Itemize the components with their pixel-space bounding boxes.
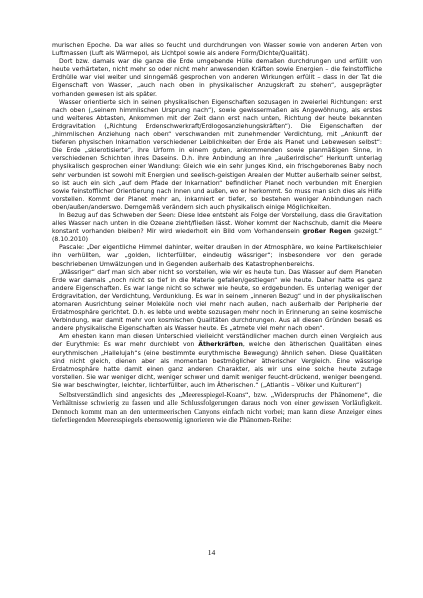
text-run: murischen Epoche. Da war alles so feucht und durchdrungen von Wasser sowie von anderen Arten von Luftmassen (Luft als Wärmepol, als Lichtpol sowie als andere Form/Dichte/Qualität). <box>52 42 382 58</box>
text-run: gezeigt.“ (8.10.2010) <box>52 228 382 244</box>
paragraph <box>52 58 382 98</box>
paragraph <box>52 212 382 244</box>
paragraph <box>52 42 382 58</box>
text-run: Am ehesten kann man diesen Unterschied vielleicht verständlicher machen durch einen Vergleich aus der Eurythmie: Es war mehr durchlebt von <box>52 333 382 349</box>
text-run: Wasser orientierte sich in seinen physikalischen Eigenschaften sozusagen in zweierlei Richtungen: erst nach oben („seinem himmlischen Ursprung nach“), sowie gewissermaßen als Angewöhnung, als erstes und weiteres Abtasten, Ankommen mit der Zeit dann erst nach unten, Richtung der heute bekannten Erdgravitation („Richtung Erdenschwerkraft/Erdlogosanziehungskräften“). Die Eigenschaften der „himmlischen Anziehung nach oben“ verschwanden mit zunehmender Verdichtung, mit „Ankunft der tieferen physischen Inkarnation verschiedener Leiblichkeiten der Erde als Planet und Lebewesen selbst“: Die Erde „sklerotisierte“, ihre Urform in einem guten, ankommenden sowie planmäßigen Sinne, in verschiedenen Schichten ihres Daseins. D.h. ihre Anbindung an ihre „außerirdische“ Herkunft unterlag physikalisch gesprochen einer Wandlung: Gleich wie ein sehr junges Kind, ein frischgeborenes Baby noch sehr verbunden ist sowohl mit Energien und seelisch-geistigen Arealen der Mutter außerhalb seiner selbst, so ist auch ein sich „auf dem Pfade der Inkarnation“ befindlicher Planet noch verbunden mit Energien sowie feinstofflicher Orientierung nach innen und außen, wo er herkommt. So muss man sich dies als Hilfe vorstellen. Kommt der Planet mehr an, inkarniert er tiefer, so bestehen weniger Anbindungen nach oben/außen/anderswo. Demgemäß verändern sich auch physikalisch einige Möglichkeiten. <box>52 98 382 211</box>
bold-text: großer Regen <box>302 228 352 236</box>
paragraph <box>52 269 382 334</box>
text-run: „Wässriger“ darf man sich aber nicht so vorstellen, wie wir es heute tun. Das Wasser auf dem Planeten Erde war damals „noch nicht so tief in die Materie gefallen/gestiegen“ wie heute. Daher hatte es ganz andere Eigenschaften. Es war lange nicht so schwer wie heute, so erdgebunden. Es unterlag weniger der Erdgravitation, der Verdichtung, Verdunklung. Es war in seinem „inneren Bezug“ und in der physikalischen atomaren Ausrichtung seiner Moleküle noch viel mehr nach außen, nach außerhalb der Peripherie der Erdatmosphäre gerichtet. D.h. es lebte und webte sozusagen mehr noch in Erinnerung an seine kosmische Verbindung, war damit mehr von kosmischen Qualitäten durchdrungen. Aus all diesen Gründen besaß es andere physikalische Eigenschaften als Wasser heute. Es „atmete viel mehr nach oben“. <box>52 268 382 333</box>
paragraph <box>52 244 382 268</box>
text-run: Dort bzw. damals war die ganze die Erde umgebende Hülle demaßen durchdrungen und erfüllt von heute verhärteten, nicht mehr so oder nicht mehr anwesenden Kräften sowie Energien – die feinstoffliche Erdhülle war viel weiter und sinngemäß gesprochen von anderen Wirkungen erfüllt – dass in der Tat die Eigenschaft von Wasser, „auch nach oben in physikalischer Anzugskraft zu stehen“, ausgeprägter vorhanden gewesen ist als später. <box>52 58 382 98</box>
bold-text: Ätherkräften <box>198 341 243 349</box>
text-run: , welche den ätherischen Qualitäten eines eurythmischen „Hallelujah“s (eine bestimmte eurythmische Bewegung) ähnlich sehen. Diese Qualitäten sind nicht gleich, dienen aber als momentan bestmöglicher ätherischer Vergleich. Eine wässrige Erdatmosphäre hatte damit einen ganz anderen Charakter, als wir uns eine solche heute zutage vorstellen. Sie war weniger dicht, weniger schwer und damit weniger feucht-drückend, weniger beengend. Sie war beschwingter, leichter, lichterfüllter, auch im Ätherischen.“ („Atlantis – Völker und Kulturen“) <box>52 341 383 389</box>
sans-text-block <box>52 42 382 390</box>
paragraph <box>52 391 382 425</box>
text-run: Selbstverständlich sind angesichts des „Meeresspiegel-Koans“, bzw. „Widerspruchs der Phänomene“, die Verhältnisse schwierig zu fassen und alle Schlussfolgerungen daraus noch von einer gewissen Vorläufigkeit. Dennoch kommt man an den untermeerischen Canyons einfach nicht vorbei; man kann diese Anzeiger eines tieferliegenden Meeresspiegels ebensowenig ignorieren wie die Phänomen-Reihe: <box>52 390 382 425</box>
serif-text-block <box>52 391 382 425</box>
text-run: Pascale: „Der eigentliche Himmel dahinter, weiter draußen in der Atmosphäre, wo keine Partikelschleier ihn verhüllten, war „golden, lichterfüllter, eindeutig wässriger“; insbesondere vor den gerade beschriebenen Umwälzungen und in Gegenden außerhalb des Katastrophenbereichs. <box>52 244 382 268</box>
text-run: In Bezug auf das Schweben der Seen: Diese Idee entsteht als Folge der Vorstellung, dass die Gravitation alles Wasser nach unten in die Ozeane zieht/fließen lässt. Woher kommt der Nachschub, damit die Meere konstant vorhanden bleiben? Mir wird wiederholt ein Bild vom Vorhandensein <box>52 211 382 236</box>
paragraph <box>52 99 382 212</box>
page-number: 14 <box>207 548 216 557</box>
body-text <box>52 42 382 425</box>
paragraph <box>52 333 382 390</box>
